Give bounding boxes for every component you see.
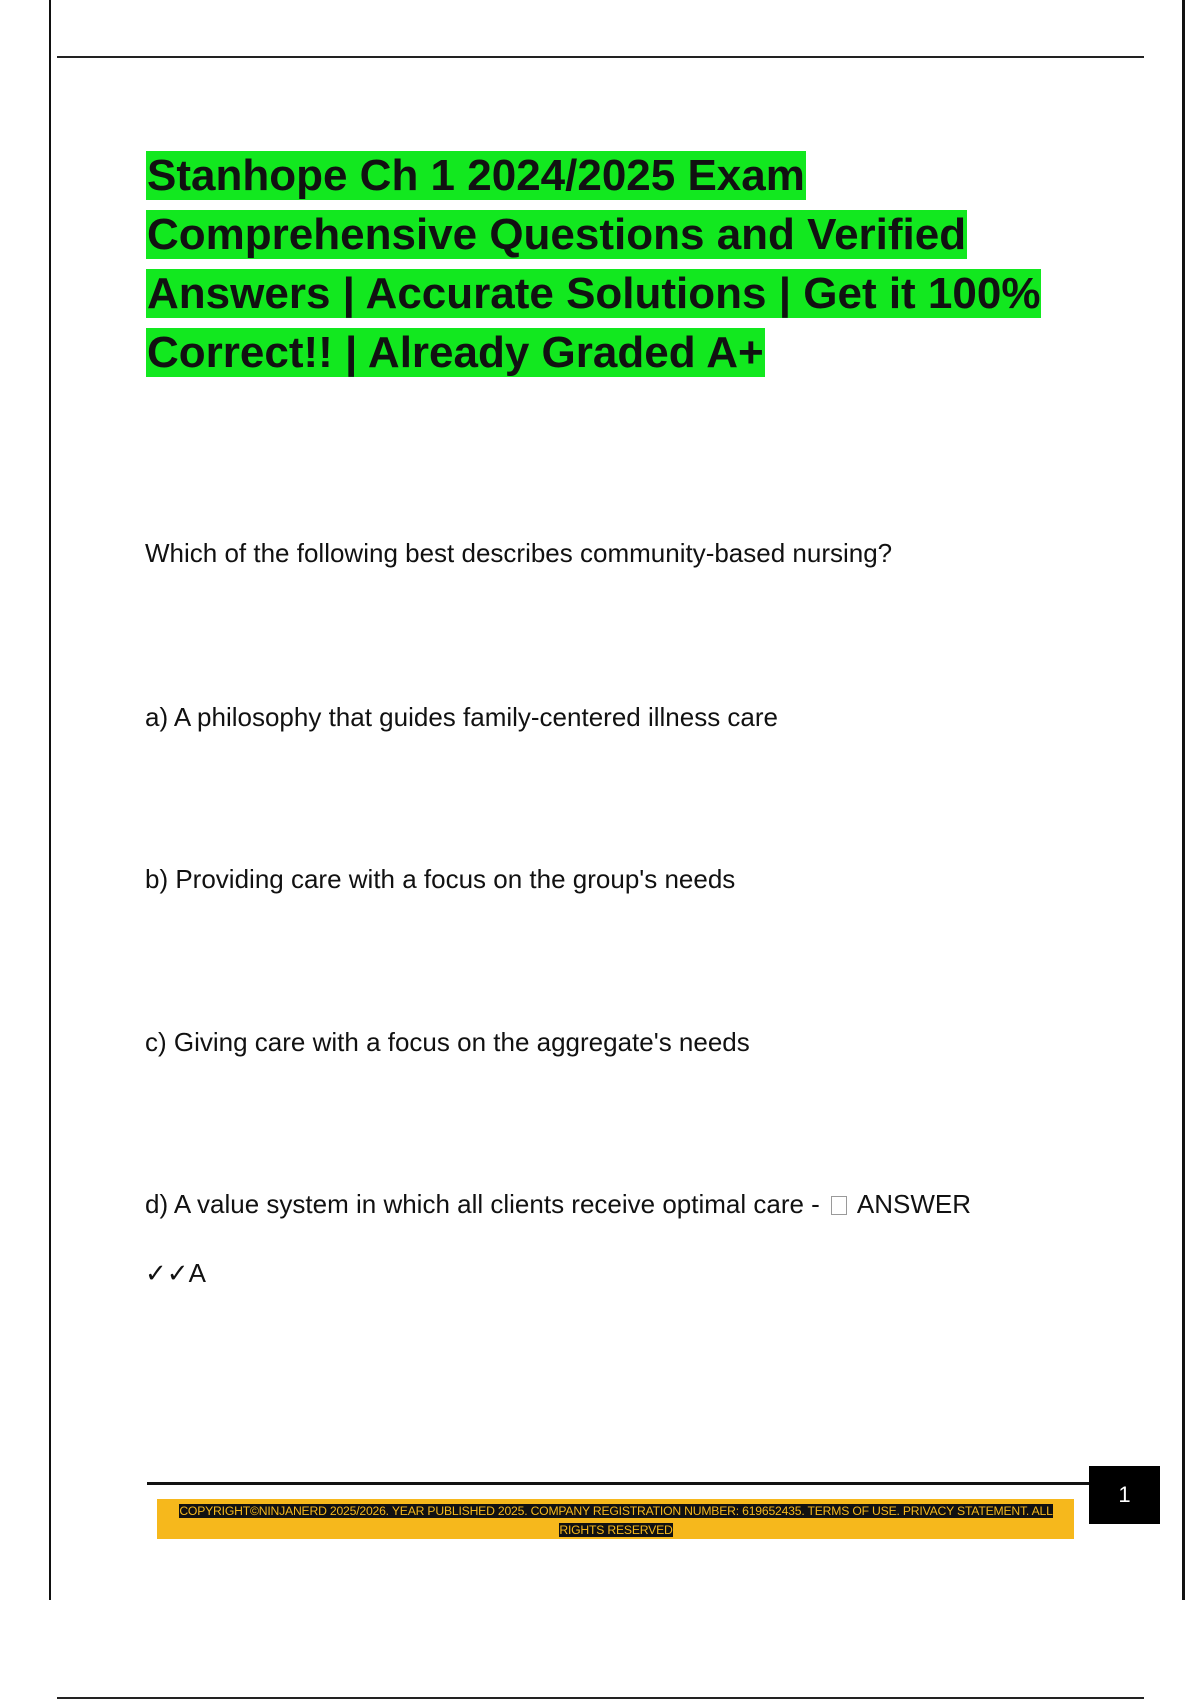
answer-value: ✓✓A <box>145 1258 206 1288</box>
document-title-text: Stanhope Ch 1 2024/2025 Exam Comprehensive Questions and Verified Answers | Accurate Solutions | Get it 100% Correct!! | Already Graded A+ <box>147 151 1041 377</box>
page-border-right <box>1182 0 1185 1600</box>
footer-copyright-text: COPYRIGHT©NINJANERD 2025/2026. YEAR PUBLISHED 2025. COMPANY REGISTRATION NUMBER: 619652435. TERMS OF USE. PRIVACY STATEMENT. ALL RIGHTS RESERVED <box>179 1504 1053 1537</box>
page-border-left <box>49 0 51 1600</box>
page-bottom-divider <box>57 1697 1144 1699</box>
option-d: d) A value system in which all clients receive optimal care - <box>145 1189 820 1219</box>
document-title <box>146 146 1076 382</box>
footer-copyright <box>172 1502 1060 1540</box>
answer-label: ANSWER <box>856 1189 971 1219</box>
header-divider <box>57 56 1144 58</box>
footer-divider <box>147 1482 1089 1485</box>
missing-glyph-box-icon <box>831 1196 847 1215</box>
option-d-line <box>145 1189 971 1219</box>
option-c: c) Giving care with a focus on the aggregate's needs <box>145 1027 750 1057</box>
question-text: Which of the following best describes community-based nursing? <box>145 538 893 568</box>
option-b: b) Providing care with a focus on the group's needs <box>145 864 736 894</box>
option-a: a) A philosophy that guides family-centered illness care <box>145 702 779 732</box>
page-number: 1 <box>1089 1466 1160 1524</box>
